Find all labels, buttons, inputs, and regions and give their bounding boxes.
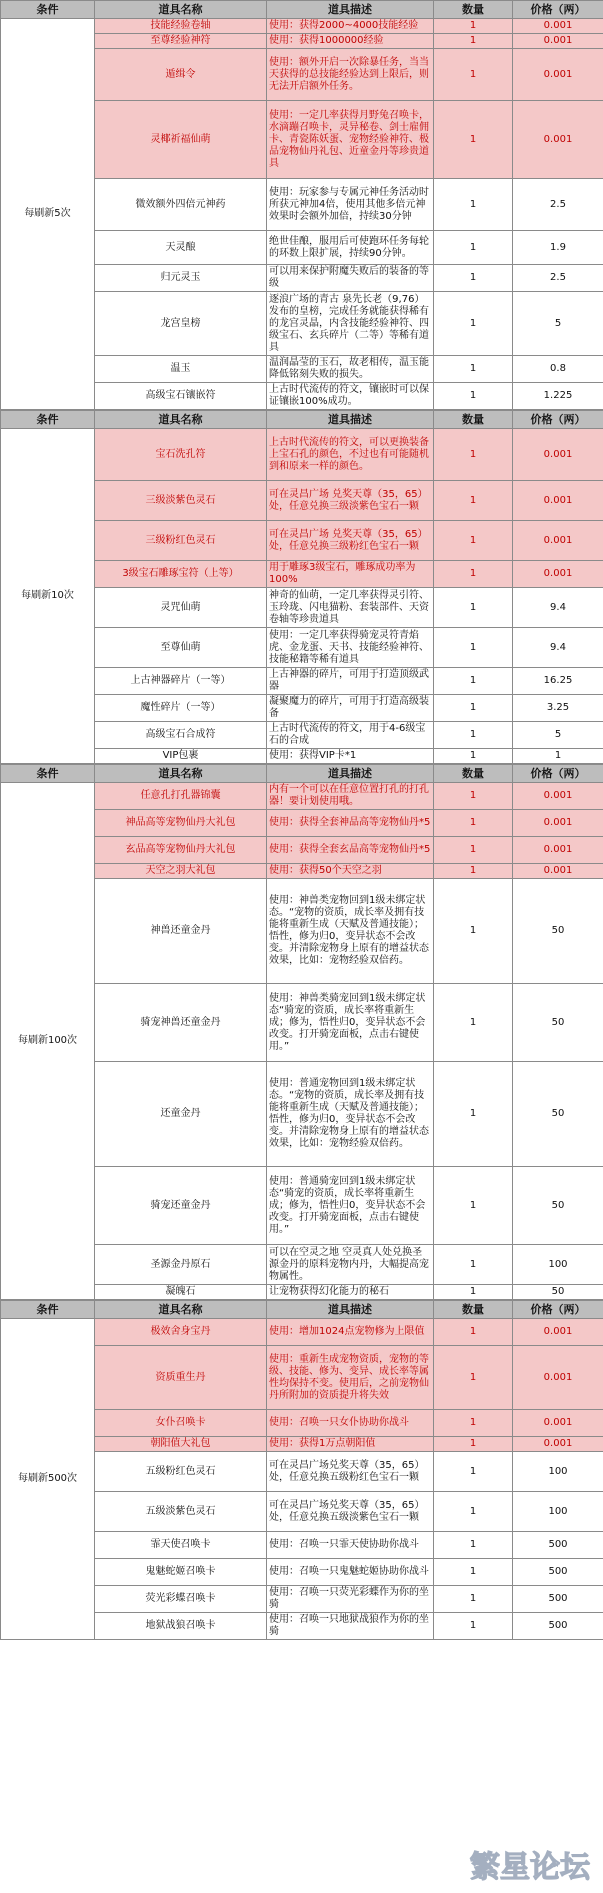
- item-quantity: 1: [434, 749, 513, 764]
- item-name: 天空之羽大礼包: [95, 864, 267, 879]
- item-description: 使用：玩家参与专属元神任务活动时所获元神加4倍，使用其他多倍元神效果时会额外加倍，持续30分钟: [267, 179, 434, 231]
- item-quantity: 1: [434, 984, 513, 1062]
- item-description: 使用：神兽类宠物回到1级未绑定状态。“宠物的资质，成长率及拥有技能将重新生成（天赋及普通技能）；悟性，修为归0，变异状态不会改变。并清除宠物身上原有的增益状态效果，比如：宠物经验双倍药。: [267, 879, 434, 984]
- item-description: 上古神器的碎片，可用于打造顶级武器: [267, 668, 434, 695]
- item-description: 用于雕琢3级宝石，雕琢成功率为100%: [267, 561, 434, 588]
- item-description: 使用：额外开启一次除暴任务，当当天获得的总技能经验达到上限后，则无法开启额外任务。: [267, 49, 434, 101]
- item-name: 高级宝石镶嵌符: [95, 383, 267, 410]
- item-name: 骑宠还童金丹: [95, 1167, 267, 1245]
- item-name: 温玉: [95, 356, 267, 383]
- item-quantity: 1: [434, 265, 513, 292]
- item-description: 可在灵昌广场 兑奖天尊（35，65）处，任意兑换三级淡紫色宝石一颗: [267, 481, 434, 521]
- item-description: 使用：召唤一只鬼魅蛇姬协助你战斗: [267, 1559, 434, 1586]
- item-description: 使用：获得50个天空之羽: [267, 864, 434, 879]
- item-name: 鬼魅蛇姬召唤卡: [95, 1559, 267, 1586]
- header-item-name: 道具名称: [95, 1301, 267, 1319]
- svg-text:繁星论坛: 繁星论坛: [470, 1850, 590, 1885]
- item-description: 可在灵昌广场 兑奖天尊（35，65）处，任意兑换三级粉红色宝石一颗: [267, 521, 434, 561]
- item-price: 500: [513, 1559, 603, 1586]
- item-quantity: 1: [434, 1285, 513, 1300]
- item-name: 还童金丹: [95, 1062, 267, 1167]
- item-name: 朝阳值大礼包: [95, 1437, 267, 1452]
- item-name: 三级淡紫色灵石: [95, 481, 267, 521]
- item-price: 100: [513, 1245, 603, 1285]
- item-description: 可在灵昌广场兑奖天尊（35，65）处，任意兑换五级淡紫色宝石一颗: [267, 1492, 434, 1532]
- item-price: 0.8: [513, 356, 603, 383]
- item-description: 使用：一定几率获得骑宠灵符青焰虎、金龙蛋、天书、技能经验神符、技能秘籍等稀有道具: [267, 628, 434, 668]
- item-quantity: 1: [434, 1410, 513, 1437]
- section-table: [0, 1300, 603, 1640]
- item-description: 凝聚魔力的碎片，可用于打造高级装备: [267, 695, 434, 722]
- item-quantity: 1: [434, 34, 513, 49]
- item-quantity: 1: [434, 1532, 513, 1559]
- header-price: 价格（两）: [513, 1301, 603, 1319]
- item-name: 微效额外四倍元神药: [95, 179, 267, 231]
- item-price: 5: [513, 292, 603, 356]
- header-quantity: 数量: [434, 765, 513, 783]
- item-description: 可以用来保护附魔失败后的装备的等级: [267, 265, 434, 292]
- header-item-desc: 道具描述: [267, 1, 434, 19]
- item-description: 使用：获得1000000经验: [267, 34, 434, 49]
- item-description: 可以在空灵之地 空灵真人处兑换圣源金丹的原料宠物内丹，大幅提高宠物属性。: [267, 1245, 434, 1285]
- item-description: 使用：普通宠物回到1级未绑定状态。“宠物的资质，成长率及拥有技能将重新生成（天赋及普通技能）；悟性，修为归0，变异状态不会改变。并清除宠物身上原有的增益状态效果，比如：宠物经验双倍药。: [267, 1062, 434, 1167]
- header-row: [1, 1, 603, 19]
- item-quantity: 1: [434, 231, 513, 265]
- item-price: 0.001: [513, 783, 603, 810]
- item-quantity: 1: [434, 879, 513, 984]
- item-name: 宝石洗孔符: [95, 429, 267, 481]
- section-table: [0, 410, 603, 764]
- item-name: 灵咒仙萌: [95, 588, 267, 628]
- header-item-desc: 道具描述: [267, 411, 434, 429]
- item-description: 可在灵昌广场兑奖天尊（35，65）处，任意兑换五级粉红色宝石一颗: [267, 1452, 434, 1492]
- item-description: 绝世佳酿，服用后可使跑环任务每轮的环数上限扩展，持续90分钟。: [267, 231, 434, 265]
- item-name: 灵椰祈福仙萌: [95, 101, 267, 179]
- item-name: 圣源金丹原石: [95, 1245, 267, 1285]
- item-price: 1: [513, 749, 603, 764]
- header-condition: 条件: [1, 765, 95, 783]
- item-name: 资质重生丹: [95, 1346, 267, 1410]
- header-quantity: 数量: [434, 1301, 513, 1319]
- item-name: 龙宫皇榜: [95, 292, 267, 356]
- item-quantity: 1: [434, 1492, 513, 1532]
- header-quantity: 数量: [434, 411, 513, 429]
- item-quantity: 1: [434, 1559, 513, 1586]
- item-description: 使用：一定几率获得月野兔召唤卡，水滴蹦召唤卡，灵异秘卷、剑士雇佣卡、青瓷陈妖蛋、宠物经验神符、极品宠物仙丹礼包、近童金丹等珍贵道具: [267, 101, 434, 179]
- item-name: 神品高等宠物仙丹大礼包: [95, 810, 267, 837]
- item-name: 凝魄石: [95, 1285, 267, 1300]
- header-price: 价格（两）: [513, 1, 603, 19]
- header-price: 价格（两）: [513, 765, 603, 783]
- item-name: 至尊仙萌: [95, 628, 267, 668]
- item-description: 逐浪广场的青古 泉先长老（9,76）发布的皇榜，完成任务就能获得稀有的龙宫灵晶，内含技能经验神符、四级宝石、玄兵碎片（二等）等稀有道具: [267, 292, 434, 356]
- item-quantity: 1: [434, 179, 513, 231]
- item-price: 50: [513, 1285, 603, 1300]
- item-name: 玄品高等宠物仙丹大礼包: [95, 837, 267, 864]
- item-quantity: 1: [434, 481, 513, 521]
- item-price: 3.25: [513, 695, 603, 722]
- item-quantity: 1: [434, 1586, 513, 1613]
- item-quantity: 1: [434, 588, 513, 628]
- item-price: 500: [513, 1613, 603, 1640]
- item-description: 神奇的仙萌，一定几率获得灵引符、玉玲珑、闪电猫粉、套装部件、天资卷轴等珍贵道具: [267, 588, 434, 628]
- header-row: [1, 1301, 603, 1319]
- item-quantity: 1: [434, 1613, 513, 1640]
- header-item-name: 道具名称: [95, 765, 267, 783]
- item-description: 使用：获得2000~4000技能经验: [267, 19, 434, 34]
- item-name: 极效舍身宝丹: [95, 1319, 267, 1346]
- refresh-condition: 每刷新100次: [1, 783, 95, 1300]
- item-price: 2.5: [513, 179, 603, 231]
- refresh-condition: 每刷新500次: [1, 1319, 95, 1640]
- item-price: 500: [513, 1532, 603, 1559]
- item-price: 0.001: [513, 49, 603, 101]
- item-description: 使用：获得全套玄品高等宠物仙丹*5: [267, 837, 434, 864]
- header-row: [1, 411, 603, 429]
- item-name: 任意孔打孔器锦囊: [95, 783, 267, 810]
- header-price: 价格（两）: [513, 411, 603, 429]
- item-description: 使用：召唤一只霏天使协助你战斗: [267, 1532, 434, 1559]
- item-quantity: 1: [434, 383, 513, 410]
- item-quantity: 1: [434, 101, 513, 179]
- item-name: 三级粉红色灵石: [95, 521, 267, 561]
- item-name: 霏天使召唤卡: [95, 1532, 267, 1559]
- table-row: [1, 19, 603, 34]
- item-quantity: 1: [434, 1452, 513, 1492]
- header-item-desc: 道具描述: [267, 765, 434, 783]
- item-price: 1.9: [513, 231, 603, 265]
- item-quantity: 1: [434, 1245, 513, 1285]
- item-price: 0.001: [513, 481, 603, 521]
- item-description: 使用：普通骑宠回到1级未绑定状态“骑宠的资质，成长率将重新生成；修为，悟性归0，变异状态不会改变。打开骑宠面板，点击右键使用。”: [267, 1167, 434, 1245]
- item-description: 使用：获得VIP卡*1: [267, 749, 434, 764]
- item-name: 女仆召唤卡: [95, 1410, 267, 1437]
- item-quantity: 1: [434, 668, 513, 695]
- header-item-name: 道具名称: [95, 411, 267, 429]
- item-quantity: 1: [434, 783, 513, 810]
- item-description: 使用：神兽类骑宠回到1级未绑定状态“骑宠的资质，成长率将重新生成；修为，悟性归0，变异状态不会改变。打开骑宠面板，点击右键使用。”: [267, 984, 434, 1062]
- item-price: 9.4: [513, 588, 603, 628]
- item-description: 使用：获得1万点朝阳值: [267, 1437, 434, 1452]
- item-name: 五级淡紫色灵石: [95, 1492, 267, 1532]
- header-quantity: 数量: [434, 1, 513, 19]
- item-quantity: 1: [434, 722, 513, 749]
- item-price: 0.001: [513, 429, 603, 481]
- refresh-condition: 每刷新10次: [1, 429, 95, 764]
- item-quantity: 1: [434, 810, 513, 837]
- item-price: 2.5: [513, 265, 603, 292]
- item-price: 0.001: [513, 1346, 603, 1410]
- item-price: 1.225: [513, 383, 603, 410]
- item-name: 神兽还童金丹: [95, 879, 267, 984]
- table-row: [1, 783, 603, 810]
- item-quantity: 1: [434, 628, 513, 668]
- item-price: 0.001: [513, 19, 603, 34]
- item-quantity: 1: [434, 837, 513, 864]
- item-price: 0.001: [513, 101, 603, 179]
- item-description: 使用：重新生成宠物资质，宠物的等级、技能、修为、变异、成长率等属性均保持不变。使用后，之前宠物仙丹所附加的资质提升将失效: [267, 1346, 434, 1410]
- item-description: 让宠物获得幻化能力的秘石: [267, 1285, 434, 1300]
- header-condition: 条件: [1, 1, 95, 19]
- item-quantity: 1: [434, 1167, 513, 1245]
- item-name: 技能经验卷轴: [95, 19, 267, 34]
- item-name: 地狱战狼召唤卡: [95, 1613, 267, 1640]
- item-name: 高级宝石合成符: [95, 722, 267, 749]
- item-name: 至尊经验神符: [95, 34, 267, 49]
- header-row: [1, 765, 603, 783]
- item-quantity: 1: [434, 864, 513, 879]
- item-description: 使用：增加1024点宠物修为上限值: [267, 1319, 434, 1346]
- item-description: 上古时代流传的符文，镶嵌时可以保证镶嵌100%成功。: [267, 383, 434, 410]
- table-row: [1, 1319, 603, 1346]
- item-quantity: 1: [434, 19, 513, 34]
- item-quantity: 1: [434, 1319, 513, 1346]
- item-quantity: 1: [434, 1437, 513, 1452]
- item-quantity: 1: [434, 695, 513, 722]
- header-item-name: 道具名称: [95, 1, 267, 19]
- item-price: 0.001: [513, 864, 603, 879]
- item-name: 归元灵玉: [95, 265, 267, 292]
- item-price: 5: [513, 722, 603, 749]
- item-quantity: 1: [434, 356, 513, 383]
- item-description: 使用：召唤一只地狱战狼作为你的坐骑: [267, 1613, 434, 1640]
- item-quantity: 1: [434, 1346, 513, 1410]
- item-quantity: 1: [434, 1062, 513, 1167]
- item-price: 9.4: [513, 628, 603, 668]
- item-price: 50: [513, 1167, 603, 1245]
- item-price: 50: [513, 879, 603, 984]
- header-condition: 条件: [1, 1301, 95, 1319]
- item-price: 16.25: [513, 668, 603, 695]
- item-price: 50: [513, 1062, 603, 1167]
- header-item-desc: 道具描述: [267, 1301, 434, 1319]
- refresh-condition: 每刷新5次: [1, 19, 95, 410]
- item-description: 上古时代流传的符文，用于4-6级宝石的合成: [267, 722, 434, 749]
- item-name: 天灵酿: [95, 231, 267, 265]
- item-price: 500: [513, 1586, 603, 1613]
- item-price: 50: [513, 984, 603, 1062]
- item-name: 骑宠神兽还童金丹: [95, 984, 267, 1062]
- item-description: 使用：获得全套神品高等宠物仙丹*5: [267, 810, 434, 837]
- item-name: VIP包裹: [95, 749, 267, 764]
- item-price: 0.001: [513, 1437, 603, 1452]
- item-price: 0.001: [513, 1319, 603, 1346]
- item-price: 100: [513, 1492, 603, 1532]
- item-name: 荧光彩蝶召唤卡: [95, 1586, 267, 1613]
- item-price: 0.001: [513, 34, 603, 49]
- item-price: 0.001: [513, 521, 603, 561]
- item-name: 上古神器碎片（一等）: [95, 668, 267, 695]
- item-description: 使用：召唤一只女仆协助你战斗: [267, 1410, 434, 1437]
- header-condition: 条件: [1, 411, 95, 429]
- item-quantity: 1: [434, 49, 513, 101]
- item-quantity: 1: [434, 561, 513, 588]
- item-quantity: 1: [434, 521, 513, 561]
- item-name: 遁缉令: [95, 49, 267, 101]
- section-table: [0, 0, 603, 410]
- item-quantity: 1: [434, 429, 513, 481]
- section-table: [0, 764, 603, 1300]
- item-description: 内有一个可以在任意位置打孔的打孔器！要计划使用哦。: [267, 783, 434, 810]
- item-quantity: 1: [434, 292, 513, 356]
- item-price: 0.001: [513, 1410, 603, 1437]
- table-row: [1, 429, 603, 481]
- item-name: 3级宝石雕琢宝符（上等）: [95, 561, 267, 588]
- item-description: 使用：召唤一只荧光彩蝶作为你的坐骑: [267, 1586, 434, 1613]
- forum-watermark-logo: [405, 1843, 595, 1889]
- item-description: 温润晶莹的玉石，故老相传，温玉能降低铭刻失败的损失。: [267, 356, 434, 383]
- item-price: 0.001: [513, 837, 603, 864]
- item-price: 0.001: [513, 810, 603, 837]
- item-price: 100: [513, 1452, 603, 1492]
- item-name: 魔性碎片（一等）: [95, 695, 267, 722]
- item-price: 0.001: [513, 561, 603, 588]
- item-name: 五级粉红色灵石: [95, 1452, 267, 1492]
- item-description: 上古时代流传的符文，可以更换装备上宝石孔的颜色，不过也有可能随机到和原来一样的颜色。: [267, 429, 434, 481]
